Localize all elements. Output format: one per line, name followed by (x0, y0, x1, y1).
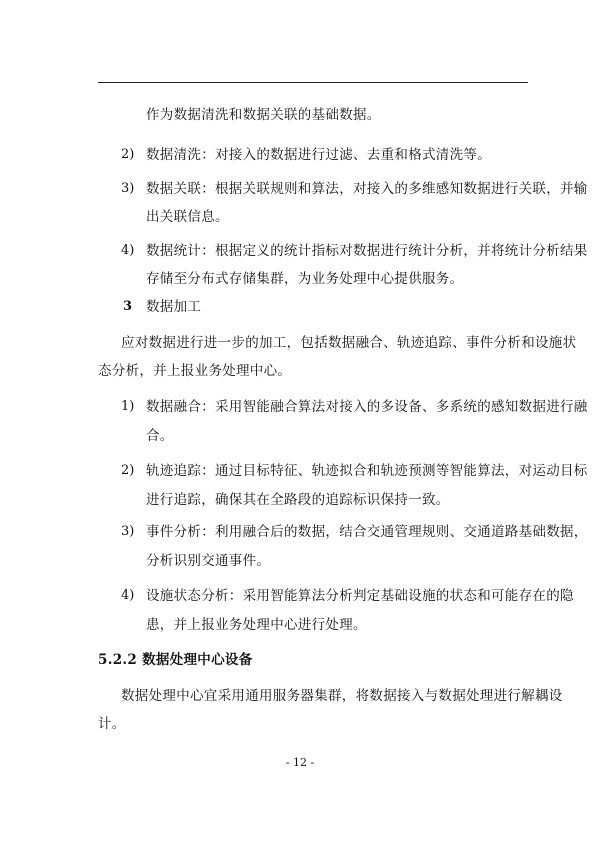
page-number: - 12 - (285, 756, 315, 769)
list-number: 3) (121, 524, 135, 539)
list-number: 4) (121, 588, 135, 603)
list-item-line: 合。 (146, 428, 174, 444)
section-title: 数据加工 (146, 299, 202, 315)
heading-number: 5.2.2 (98, 652, 138, 668)
continuation-text: 作为数据清洗和数据关联的基础数据。 (146, 107, 381, 123)
list-number: 2) (121, 147, 135, 162)
list-item-line: 进行追踪，确保其在全路段的追踪标识保持一致。 (146, 492, 450, 508)
header-rule (98, 82, 528, 83)
section-heading (98, 651, 253, 669)
list-item-line: 出关联信息。 (146, 209, 229, 225)
section-number: 3 (123, 299, 133, 314)
list-item-line: 轨迹追踪：通过目标特征、轨迹拟合和轨迹预测等智能算法，对运动目标 (146, 463, 588, 479)
heading-title: 数据处理中心设备 (142, 652, 253, 668)
list-item-line: 数据融合：采用智能融合算法对接入的多设备、多系统的感知数据进行融 (146, 399, 588, 415)
list-item-line: 存储至分布式存储集群，为业务处理中心提供服务。 (146, 271, 464, 287)
list-number: 3) (121, 181, 135, 196)
paragraph-line: 计。 (98, 716, 126, 732)
list-item-line: 数据统计：根据定义的统计指标对数据进行统计分析，并将统计分析结果 (146, 243, 588, 259)
paragraph-line: 数据处理中心宜采用通用服务器集群，将数据接入与数据处理进行解耦设 (121, 688, 563, 704)
list-number: 4) (121, 243, 135, 258)
list-item-line: 患，并上报业务处理中心进行处理。 (146, 617, 367, 633)
list-item-line: 设施状态分析：采用智能算法分析判定基础设施的状态和可能存在的隐 (146, 588, 574, 604)
list-number: 2) (121, 463, 135, 478)
list-item-line: 分析识别交通事件。 (146, 553, 271, 569)
list-item-line: 数据清洗：对接入的数据进行过滤、去重和格式清洗等。 (146, 147, 491, 163)
list-item-line: 事件分析：利用融合后的数据，结合交通管理规则、交通道路基础数据， (146, 524, 588, 540)
list-item-line: 数据关联：根据关联规则和算法，对接入的多维感知数据进行关联，并输 (146, 181, 588, 197)
paragraph-line: 应对数据进行进一步的加工，包括数据融合、轨迹追踪、事件分析和设施状 (121, 335, 577, 351)
paragraph-line: 态分析，并上报业务处理中心。 (98, 363, 292, 379)
list-number: 1) (121, 399, 135, 414)
